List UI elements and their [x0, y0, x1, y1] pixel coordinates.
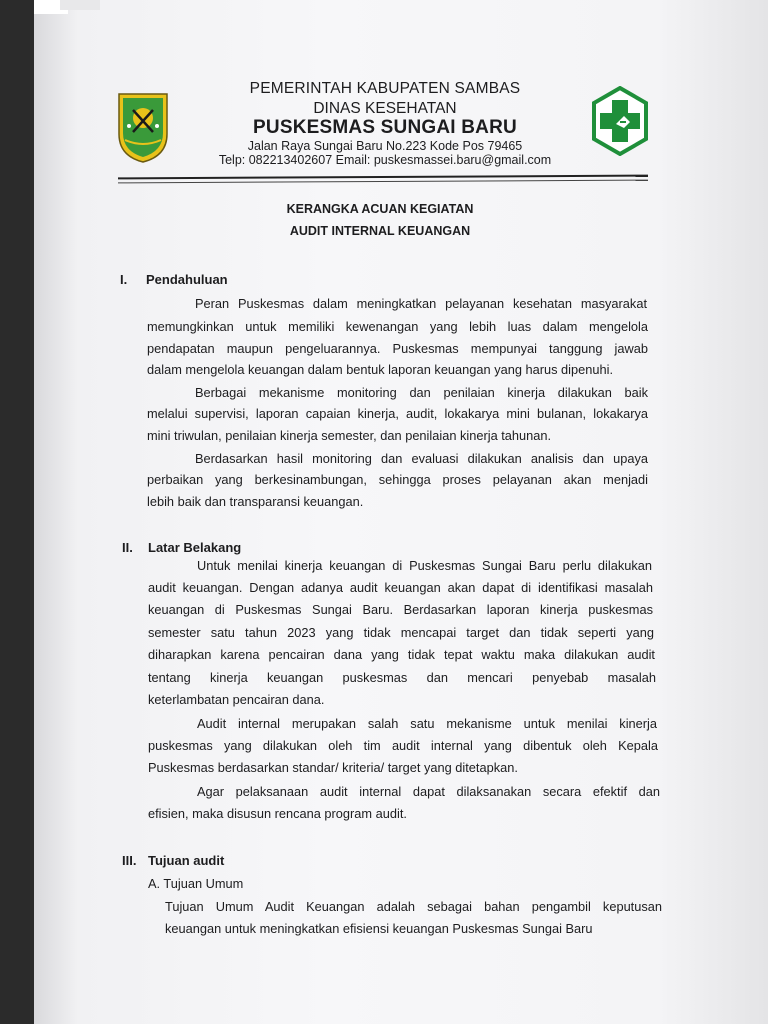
sambas-regency-emblem-icon	[115, 90, 171, 164]
paragraph-line: audit keuangan. Dengan adanya audit keuangan akan dapat di identifikasi masalah	[148, 580, 653, 595]
paragraph-line: Berbagai mekanisme monitoring dan penilaian kinerja dilakukan baik	[195, 385, 648, 400]
section-number: I.	[120, 272, 128, 287]
subsection-heading-tujuan-umum: A. Tujuan Umum	[148, 876, 244, 891]
paragraph-line: puskesmas yang dilakukan oleh tim audit internal yang dibentuk oleh Kepala	[148, 738, 658, 753]
paragraph-line: keuangan di Puskesmas Sungai Baru. Berdasarkan laporan kinerja puskesmas	[148, 602, 653, 617]
paragraph-line: Berdasarkan hasil monitoring dan evaluasi dilakukan analisis dan upaya	[195, 451, 648, 466]
paragraph-line: keuangan untuk meningkatkan efisiensi keuangan Puskesmas Sungai Baru	[165, 921, 593, 936]
paragraph-line: efisien, maka disusun rencana program audit.	[148, 806, 407, 821]
letterhead-address: Jalan Raya Sungai Baru No.223 Kode Pos 79465	[247, 139, 523, 153]
section-title: Pendahuluan	[146, 272, 228, 287]
paragraph-line: Tujuan Umum Audit Keuangan adalah sebagai bahan pengambil keputusan	[165, 899, 662, 914]
page-fold-shadow	[60, 0, 100, 10]
paragraph-line: Audit internal merupakan salah satu mekanisme untuk menilai kinerja	[197, 716, 657, 731]
paragraph-line: Puskesmas berdasarkan standar/ kriteria/ target yang ditetapkan.	[148, 760, 518, 775]
puskesmas-green-cross-icon	[590, 86, 650, 156]
section-number: III.	[122, 853, 137, 868]
paragraph-line: perbaikan yang berkesinambungan, sehingga proses pelayanan akan menjadi	[147, 472, 648, 487]
section-heading-tujuan-audit	[122, 853, 224, 868]
paragraph-line: diharapkan karena pencairan dana yang tidak tepat waktu maka dilakukan audit	[148, 647, 655, 662]
letterhead-department: DINAS KESEHATAN	[313, 100, 457, 117]
document-title: KERANGKA ACUAN KEGIATAN	[286, 202, 474, 216]
section-heading-pendahuluan	[120, 272, 228, 287]
paragraph-line: mini triwulan, penilaian kinerja semester, dan penilaian kinerja tahunan.	[147, 428, 552, 443]
paragraph-line: memungkinkan untuk memiliki kewenangan yang lebih luas dalam mengelola	[147, 319, 648, 334]
section-number: II.	[122, 540, 133, 555]
letterhead-institution: PUSKESMAS SUNGAI BARU	[253, 117, 517, 138]
paragraph-line: Agar pelaksanaan audit internal dapat dilaksanakan secara efektif dan	[197, 784, 660, 799]
paragraph-line: keterlambatan pencairan dana.	[148, 692, 325, 707]
paragraph-line: dalam mengelola keuangan dalam bentuk laporan keuangan yang harus dipenuhi.	[147, 362, 614, 377]
paragraph-line: tentang kinerja keuangan puskesmas dan mencari penyebab masalah	[148, 670, 656, 685]
section-heading-latar-belakang	[122, 540, 241, 555]
paragraph-line: Untuk menilai kinerja keuangan di Puskesmas Sungai Baru perlu dilakukan	[197, 558, 652, 573]
letterhead-contact: Telp: 082213402607 Email: puskesmassei.baru@gmail.com	[218, 153, 552, 167]
section-title: Latar Belakang	[148, 540, 242, 555]
paragraph-line: lebih baik dan transparansi keuangan.	[147, 494, 364, 509]
paragraph-line: semester satu tahun 2023 yang tidak mencapai target dan tidak seperti yang	[148, 625, 654, 640]
document-subtitle: AUDIT INTERNAL KEUANGAN	[289, 224, 471, 238]
paragraph-line: pendapatan maupun pengeluarannya. Puskesmas mempunyai tanggung jawab	[147, 341, 648, 356]
paragraph-line: melalui supervisi, laporan capaian kinerja, audit, lokakarya mini bulanan, lokakarya	[147, 406, 648, 421]
paragraph-line: Peran Puskesmas dalam meningkatkan pelayanan kesehatan masyarakat	[195, 296, 647, 311]
letterhead-government: PEMERINTAH KABUPATEN SAMBAS	[249, 80, 521, 97]
section-title: Tujuan audit	[148, 853, 225, 868]
